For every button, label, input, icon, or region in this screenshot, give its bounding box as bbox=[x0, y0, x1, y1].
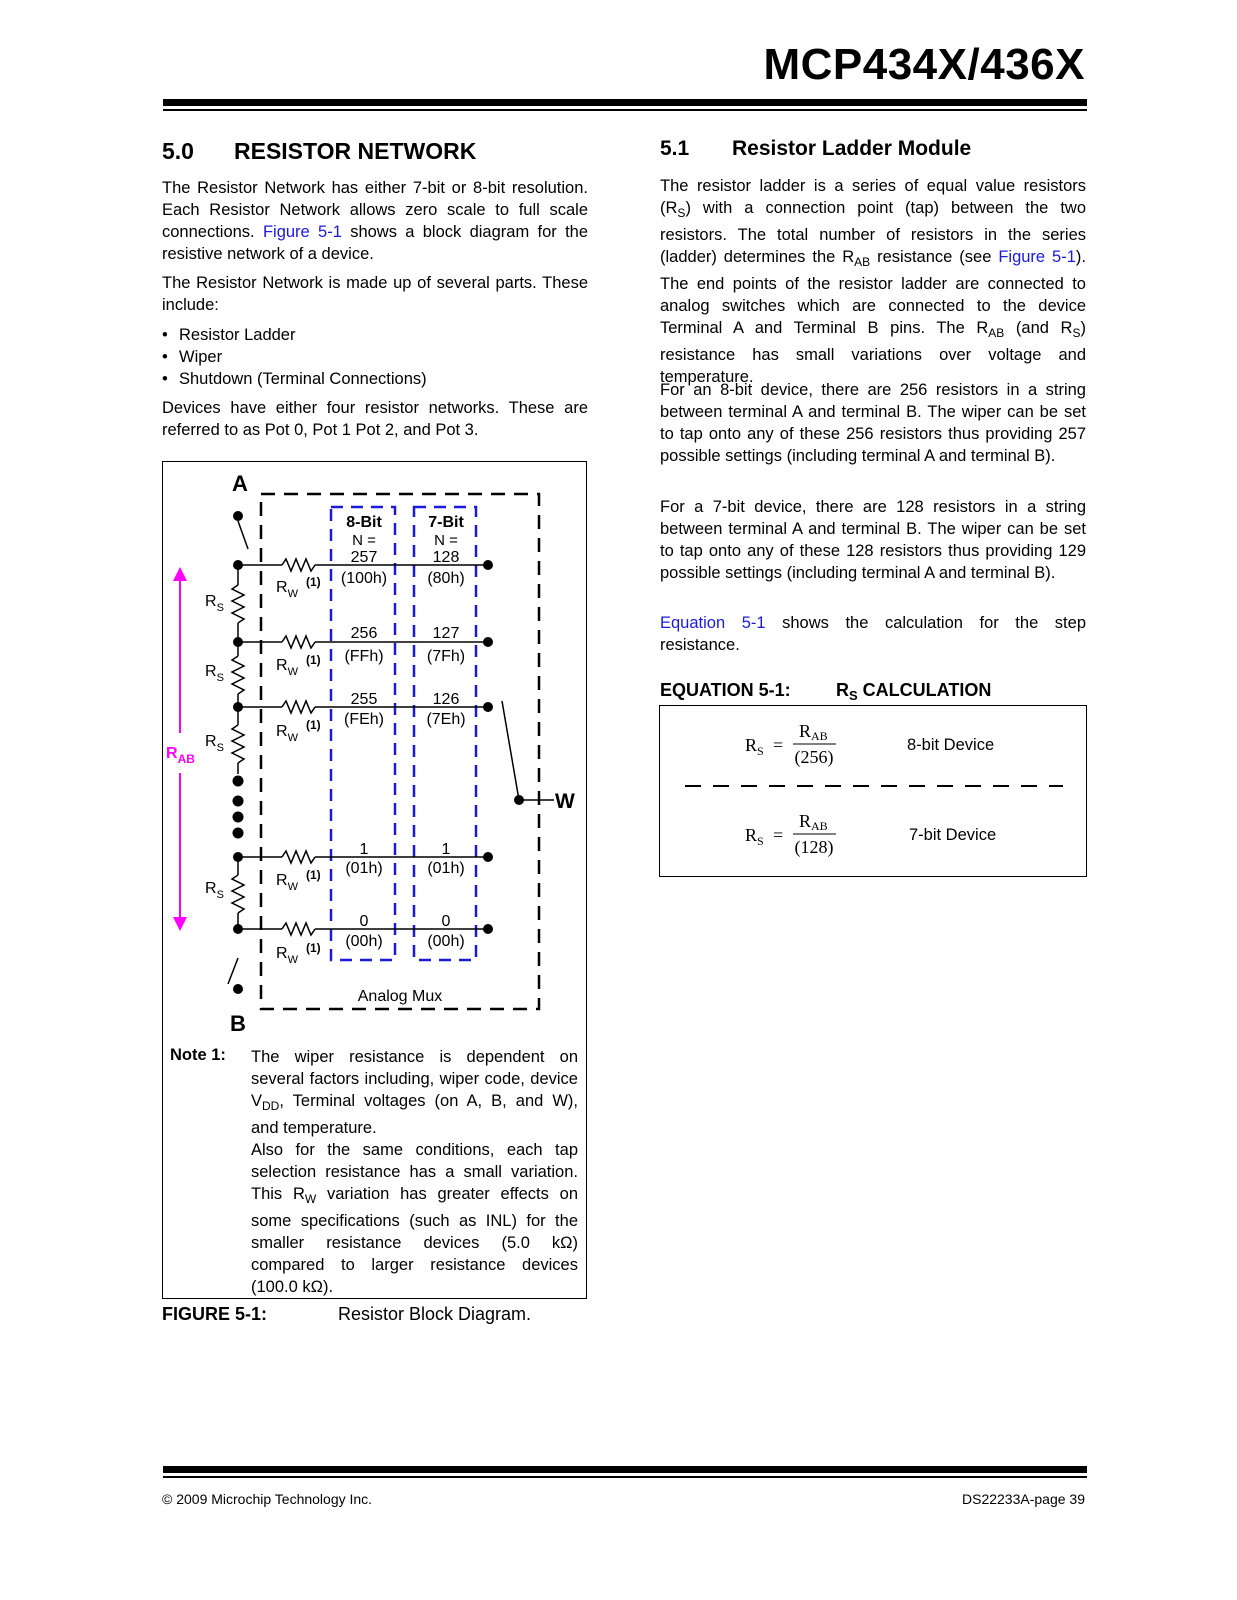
figure-caption bbox=[162, 1304, 531, 1325]
note-label: Note 1: bbox=[170, 1046, 226, 1064]
analog-mux-label: Analog Mux bbox=[357, 988, 443, 1005]
header-rule-thick bbox=[163, 99, 1087, 106]
section-title: RESISTOR NETWORK bbox=[234, 138, 477, 164]
header-rule-thin bbox=[163, 109, 1087, 111]
tap-value-7bit: 1 bbox=[441, 841, 451, 858]
tap-value-8bit: 255 bbox=[350, 691, 378, 708]
section-5-1-para-1: The resistor ladder is a series of equal value resistors $(R_S)$ with a connection point (tap) between the two resistors. The total number of resistors in the series (ladder) determines the $R_{AB}$ resistance (see Figure 5-1). The end points of the resistor ladder are connected to analog switches which are connected to the device Terminal A and Terminal B pins. The $R_{AB}$ (and $R_S$) resistance has small variations over voltage and temperature. bbox=[660, 177, 1086, 386]
equation-equals: = bbox=[773, 825, 784, 845]
terminal-a-node bbox=[233, 511, 243, 521]
rw-label: $R_W$ bbox=[276, 872, 298, 893]
equation-formulas bbox=[659, 705, 1087, 877]
tap-value-8bit: 0 bbox=[359, 913, 369, 930]
rw-label: $R_W$ bbox=[276, 579, 298, 600]
tap-hex-8bit: (FFh) bbox=[344, 648, 384, 665]
rs-label: $R_S$ bbox=[205, 733, 224, 754]
switch-b bbox=[228, 958, 238, 984]
column-8bit-label: 8-Bit bbox=[346, 514, 382, 531]
figure-5-1-link[interactable]: Figure 5-1 bbox=[998, 248, 1076, 266]
rab-label: $R_{AB}$ bbox=[166, 745, 195, 766]
ellipsis-dot bbox=[233, 776, 244, 787]
equation-lhs: $R_S$ bbox=[745, 735, 764, 758]
column-7bit-label: 7-Bit bbox=[428, 514, 464, 531]
equation-denominator: (256) bbox=[794, 747, 834, 767]
footer-copyright: © 2009 Microchip Technology Inc. bbox=[162, 1491, 373, 1507]
section-5-1-para-3: For a 7-bit device, there are 128 resistors in a string between terminal A and terminal B. The wiper can be set to tap onto any of these 128 resistors thus providing 129 possible settings (including terminal A and terminal B). bbox=[660, 498, 1086, 582]
switch-a bbox=[238, 521, 248, 549]
tap-hex-7bit: (7Fh) bbox=[426, 648, 466, 665]
n-equals-label: N = bbox=[352, 532, 376, 549]
tap-hex-8bit: (FEh) bbox=[344, 711, 384, 728]
tap-value-7bit: 127 bbox=[432, 625, 460, 642]
list-item: • Resistor Ladder bbox=[162, 324, 427, 346]
terminal-b-label: B bbox=[230, 1011, 246, 1036]
rw-note-ref: (1) bbox=[306, 718, 321, 732]
section-5-1-para-4: Equation 5-1 shows the calculation for the step resistance. bbox=[660, 614, 1086, 654]
equation-numerator: RAB bbox=[799, 811, 828, 833]
terminal-a-label: A bbox=[232, 471, 248, 496]
tap-value-8bit: 257 bbox=[350, 549, 378, 566]
rw-label: $R_W$ bbox=[276, 723, 298, 744]
tap-hex-7bit: (7Eh) bbox=[426, 711, 466, 728]
rs-label: $R_S$ bbox=[205, 663, 224, 684]
ellipsis-dot bbox=[233, 812, 244, 823]
wiper-arm bbox=[502, 701, 519, 800]
parts-list bbox=[162, 324, 427, 390]
rab-arrow bbox=[166, 567, 195, 931]
rw-label: $R_W$ bbox=[276, 657, 298, 678]
section-title: Resistor Ladder Module bbox=[732, 137, 972, 160]
section-5-1-heading bbox=[660, 137, 971, 161]
footer-rule-thick bbox=[163, 1466, 1087, 1473]
terminal-b-node bbox=[233, 984, 243, 994]
document-title: MCP434X/436X bbox=[763, 40, 1085, 89]
section-number: 5.1 bbox=[660, 137, 690, 160]
section-number: 5.0 bbox=[162, 138, 194, 164]
rw-note-ref: (1) bbox=[306, 941, 321, 955]
section-5-0-heading bbox=[162, 138, 476, 165]
figure-caption-text: Resistor Block Diagram. bbox=[338, 1304, 532, 1324]
para-text: shows a block diagram for the resistive network of a device. bbox=[162, 223, 588, 263]
tap-value-7bit: 126 bbox=[432, 691, 460, 708]
rs-label: $R_S$ bbox=[205, 880, 224, 901]
section-5-0-para-3: Devices have either four resistor networks. These are referred to as Pot 0, Pot 1 Pot 2, and Pot 3. bbox=[162, 399, 588, 439]
rw-note-ref: (1) bbox=[306, 653, 321, 667]
figure-5-1-link[interactable]: Figure 5-1 bbox=[262, 223, 342, 241]
equation-lhs: $R_S$ bbox=[745, 825, 764, 848]
tap-value-8bit: 1 bbox=[359, 841, 369, 858]
footer-rule-thin bbox=[163, 1476, 1087, 1478]
ellipsis-dot bbox=[233, 796, 244, 807]
list-item: • Shutdown (Terminal Connections) bbox=[162, 368, 427, 390]
footer-page-number: DS22233A-page 39 bbox=[962, 1491, 1085, 1507]
tap-hex-7bit: (00h) bbox=[427, 933, 465, 950]
rs-label: $R_S$ bbox=[205, 593, 224, 614]
para-text: The Resistor Network has either 7-bit or 8-bit resolution. Each Resistor Network allows zero scale to full scale connections. bbox=[162, 179, 588, 241]
figure-caption-label: FIGURE 5-1: bbox=[162, 1304, 268, 1324]
rw-note-ref: (1) bbox=[306, 868, 321, 882]
equation-numerator: RAB bbox=[799, 721, 828, 743]
equation-5-1-link[interactable]: Equation 5-1 bbox=[660, 614, 766, 632]
n-equals-label: N = bbox=[434, 532, 458, 549]
equation-equals: = bbox=[773, 735, 784, 755]
rw-label: $R_W$ bbox=[276, 945, 298, 966]
tap-hex-8bit: (01h) bbox=[345, 860, 383, 877]
section-5-0-para-1 bbox=[162, 177, 588, 265]
list-item: • Wiper bbox=[162, 346, 427, 368]
tap-hex-7bit: (01h) bbox=[427, 860, 465, 877]
tap-hex-8bit: (00h) bbox=[345, 933, 383, 950]
tap-hex-7bit: (80h) bbox=[427, 570, 465, 587]
section-5-0-para-2: The Resistor Network is made up of several parts. These include: bbox=[162, 274, 588, 314]
section-5-1-para-2: For an 8-bit device, there are 256 resistors in a string between terminal A and terminal B. The wiper can be set to tap onto any of these 256 resistors thus providing 257 possible settings (including terminal A and terminal B). bbox=[660, 381, 1086, 465]
equation-label-8bit: 8-bit Device bbox=[907, 736, 995, 754]
tap-value-8bit: 256 bbox=[350, 625, 378, 642]
equation-title: EQUATION 5-1: $R_S$ CALCULATION bbox=[660, 680, 992, 703]
ellipsis-dot bbox=[233, 828, 244, 839]
terminal-w-label: W bbox=[555, 790, 575, 813]
rw-note-ref: (1) bbox=[306, 575, 321, 589]
equation-label-7bit: 7-bit Device bbox=[909, 826, 997, 844]
tap-hex-8bit: (100h) bbox=[340, 570, 388, 587]
resistor-block-diagram bbox=[162, 461, 587, 1041]
equation-denominator: (128) bbox=[794, 837, 834, 857]
note-text: The wiper resistance is dependent on several factors including, wiper code, device $V_{DD}$, Terminal voltages (on A, B, and W), and temperature. Also for the same conditions, each tap selection resistance has a small variation. This $R_W$ variation has greater effects on some specifications (such as INL) for the smaller resistance devices (5.0 kΩ) compared to larger resistance devices (100.0 kΩ). bbox=[251, 1048, 578, 1296]
tap-value-7bit: 128 bbox=[432, 549, 460, 566]
tap-value-7bit: 0 bbox=[441, 913, 451, 930]
